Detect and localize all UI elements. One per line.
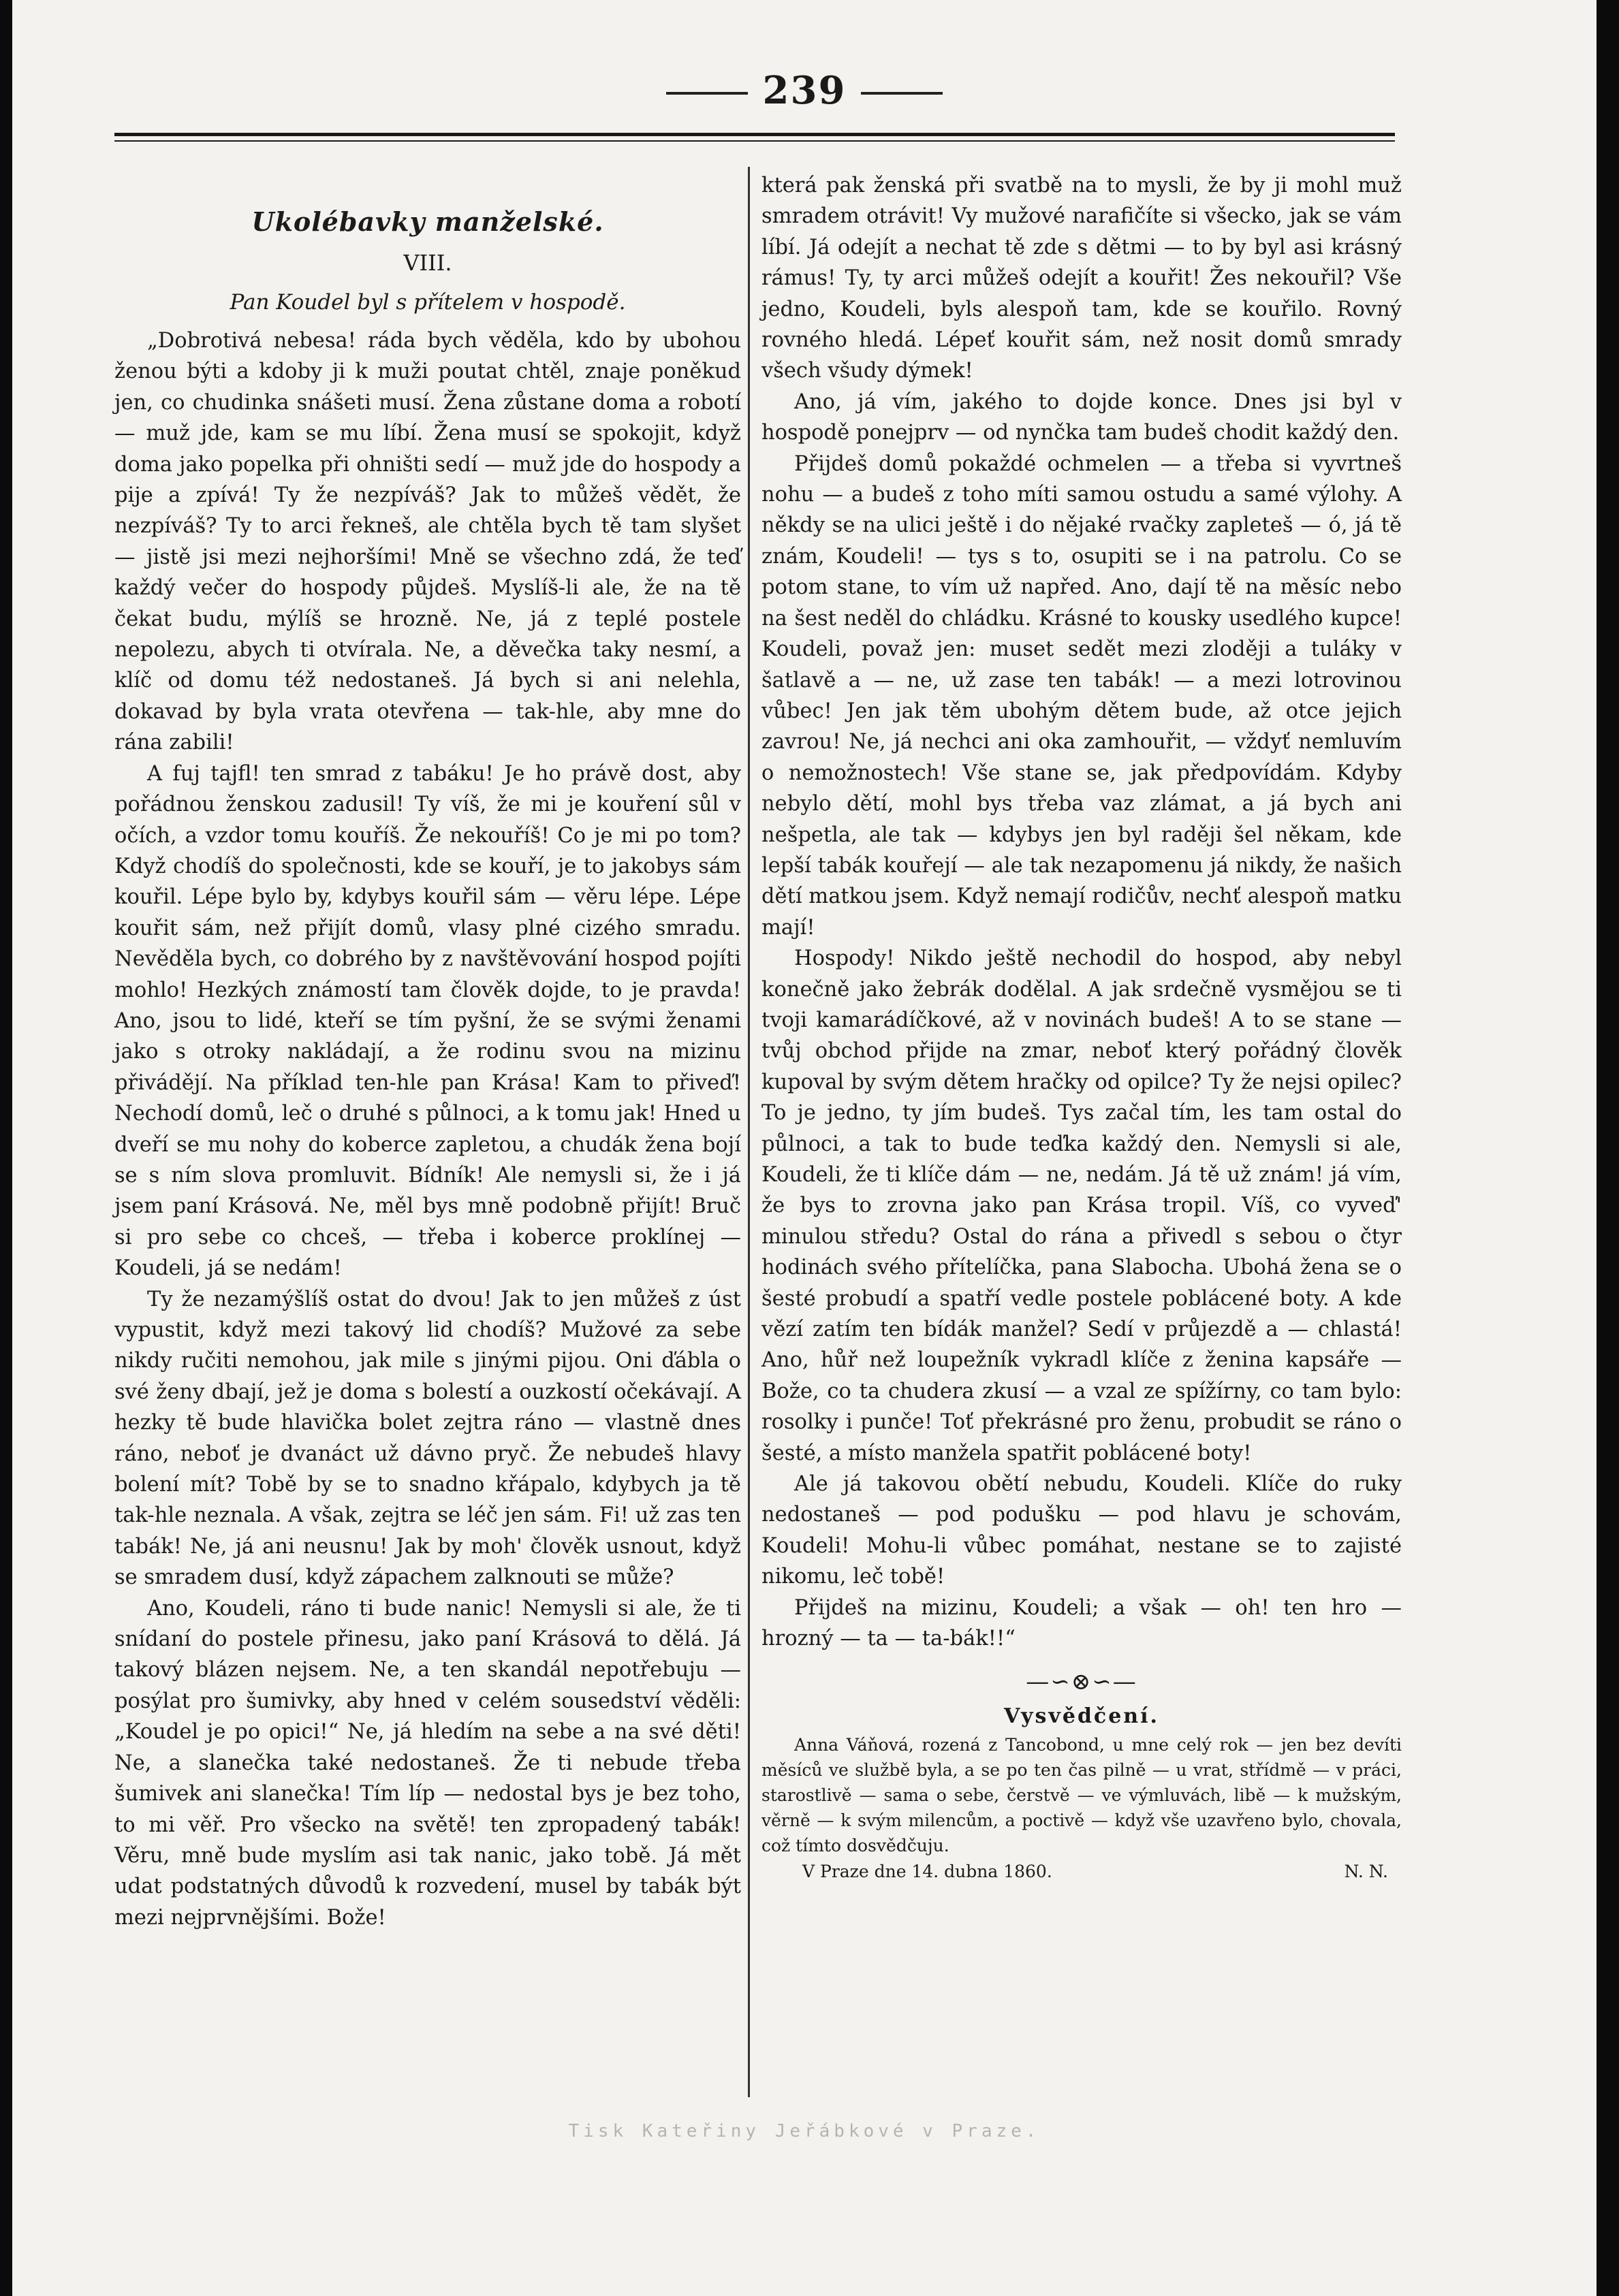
- header-dash-right: [861, 92, 943, 95]
- paragraph: A fuj tajfl! ten smrad z tabáku! Je ho právě dost, aby pořádnou ženskou zadusil! Ty víš, že mi je kouření sůl v očích, a vzdor tomu kouříš. Že nekouříš! Co je mi po tom? Když chodíš do společnosti, kde se kouří, je to jakobys sám kouřil. Lépe bylo by, kdybys kouřil sám — věru lépe. Lépe kouřit sám, než přijít domů, vlasy plné cizého smradu. Nevěděla bych, co dobrého by z navštěvování hospod pojíti mohlo! Hezkých známostí tam člověk dojde, to je pravda! Ano, jsou to lidé, kteří se tím pyšní, že se svými ženami jako s otroky nakládají, a že rodinu svou na mizinu přivádějí. Na příklad ten-hle pan Krása! Kam to přiveď! Nechodí domů, leč o druhé s půlnoci, a k tomu jak! Hned u dveří se mu nohy do koberce zapletou, a chudák žena bojí se s ním slova promluvit. Bídník! Ale nemysli si, že i já jsem paní Krásová. Ne, měl bys mně podobně přijít! Bruč si pro sebe co chceš, — třeba i koberce proklínej — Koudeli, já se nedám!: [114, 761, 741, 1281]
- left-column: [114, 170, 741, 1933]
- paragraph: Ale já takovou obětí nebudu, Koudeli. Klíče do ruky nedostaneš — pod podušku — pod hlavu je schovám, Koudeli! Mohu-li vůbec pomáhat, nestane se to zajisté nikomu, leč tobě!: [761, 1472, 1402, 1589]
- article-subtitle: Pan Koudel byl s přítelem v hospodě.: [230, 290, 626, 315]
- certificate-text: Anna Váňová, rozená z Tancobond, u mne celý rok — jen bez devíti měsíců ve službě byla, a se po ten čas pilně — u vrat, střídmě — v práci, starostlivě — sama o sebe, čerstvě — ve výmluvách, libě — k mužským, věrně — k svým milencům, a poctivě — když vše uzavřeno bylo, chovala, což tímto dosvědčuju.: [761, 1734, 1402, 1855]
- paragraph: Přijdeš na mizinu, Koudeli; a však — oh! ten hro — hrozný — ta — ta-bák!!“: [761, 1595, 1402, 1651]
- paragraph: Ty že nezamýšlíš ostat do dvou! Jak to jen můžeš z úst vypustit, když mezi takový lid chodíš? Mužové za sebe nikdy ručiti nemohou, jak mile s jinými pijou. Oni ďábla o své ženy dbají, jež je doma s bolestí a ouzkostí očekávají. A hezky tě bude hlavička bolet zejtra ráno — vlastně dnes ráno, neboť je dvanáct už dávno pryč. Že nebudeš hlavy bolení mít? Tobě by se to snadno křápalo, kdybych ja tě tak-hle neznala. A však, zejtra se léč jen sám. Fi! už zas ten tabák! Ne, já ani neusnu! Jak by moh' člověk usnout, když se smradem dusí, když zápachem zalknouti se může?: [114, 1287, 741, 1590]
- paragraph: Ano, já vím, jakého to dojde konce. Dnes jsi byl v hospodě ponejprv — od nynčka tam budeš chodit každý den.: [761, 389, 1402, 445]
- ornament-divider: —∽⊗∽—: [1026, 1668, 1137, 1695]
- certificate-heading: Vysvědčení.: [1004, 1704, 1159, 1728]
- header-rule: [114, 133, 1395, 142]
- paragraph: Přijdeš domů pokaždé ochmelen — a třeba si vyvrtneš nohu — a budeš z toho míti samou ostudu a samé výlohy. A někdy se na ulici ještě i do nějaké rvačky zapleteš — ó, já tě znám, Koudeli! — tys s to, osupiti se i na patrolu. Co se potom stane, to vím už napřed. Ano, dají tě na měsíc nebo na šest neděl do chládku. Krásné to kousky usedlého kupce! Koudeli, považ jen: muset sedět mezi zloději a tuláky v šatlavě a — ne, už zase ten tabák! — a mezi lotrovinou vůbec! Jen jak těm ubohým dětem bude, až otce jejich zavrou! Ne, já nechci ani oka zamhouřit, — vždyť nemluvím o nemožnostech! Vše stane se, jak předpovídám. Kdyby nebylo dětí, mohl bys třeba vaz zlámat, a já bych ani nešpetla, ale tak — kdybys jen byl raději šel někam, kde lepší tabák kouřejí — ale tak nezapomenu já nikdy, že našich dětí matkou jsem. Když nemají rodičův, nechť alespoň matku mají!: [761, 451, 1402, 940]
- paragraph: Ano, Koudeli, ráno ti bude nanic! Nemysli si ale, že ti snídaní do postele přinesu, jako paní Krásová to dělá. Já takový blázen nejsem. Ne, a ten skandál nepotřebuju — posýlat pro šumivky, aby hned v celém sousedství věděli: „Koudel je po opici!“ Ne, já hledím na sebe a na své děti! Ne, a slanečka také nedostaneš. Že ti nebude třeba šumivek ani slanečka! Tím líp — nedostal bys je bez toho, to mi věř. Pro všecko na světě! ten zpropadený tabák! Věru, mně bude myslím asi tak nanic, jako tobě. Já mět udat podstatných důvodů k rozvedení, musel by tabák být mezi nejprvnějšími. Bože!: [114, 1596, 741, 1930]
- certificate-place-date: V Praze dne 14. dubna 1860.: [802, 1861, 1052, 1881]
- column-divider: [748, 167, 750, 2097]
- paragraph: „Dobrotivá nebesa! ráda bych věděla, kdo by ubohou ženou býti a kdoby ji k muži poutat chtěl, znaje poněkud jen, co chudinka snášeti musí. Žena zůstane doma a robotí — muž jde, kam se mu líbí. Žena musí se spokojit, když doma jako popelka při ohništi sedí — muž jde do hospody a pije a zpívá! Ty že nezpíváš? Jak to můžeš vědět, že nezpíváš? Ty to arci řekneš, ale chtěla bych tě tam slyšet — jistě jsi mezi nejhoršími! Mně se všechno zdá, že teď každý večer do hospody půjdeš. Myslíš-li ale, že na tě čekat budu, mýlíš se hrozně. Ne, já z teplé postele nepolezu, abych ti otvírala. Ne, a děvečka taky nesmí, a klíč od domu též nedostaneš. Já bych si ani nelehla, dokavad by byla vrata otevřena — tak-hle, aby mne do rána zabili!: [114, 329, 741, 755]
- newspaper-page: [12, 0, 1597, 2296]
- page-number: 239: [762, 68, 847, 113]
- certificate-signoff: [761, 1858, 1402, 1885]
- article-title: Ukolébavky manželské.: [251, 206, 604, 237]
- faded-imprint: Tisk Kateřiny Jeřábkové v Praze.: [568, 2121, 1041, 2141]
- article-part-number: VIII.: [403, 250, 452, 276]
- paragraph: která pak ženská při svatbě na to mysli, že by ji mohl muž smradem otrávit! Vy mužové narafičíte si všecko, jak se vám líbí. Já odejít a nechat tě zde s dětmi — to by byl asi krásný rámus! Ty, ty arci můžeš odejít a kouřit! Žes nekouřil? Vše jedno, Koudeli, byls alespoň tam, kde se kouřilo. Rovný rovného hledá. Lépeť kouřit sám, než nosit domů smrady všech všudy dýmek!: [761, 174, 1402, 383]
- certificate-signature: N. N.: [1344, 1861, 1388, 1881]
- paragraph: Hospody! Nikdo ještě nechodil do hospod, aby nebyl konečně jako žebrák dodělal. A jak srdečně vysmějou se ti tvoji kamarádíčkové, až v novinách budeš! A to se stane — tvůj obchod přijde na zmar, neboť který pořádný člověk kupoval by svým dětem hračky od opilce? Ty že nejsi opilec? To je jedno, ty jím budeš. Tys začal tím, les tam ostal do půlnoci, a tak to bude teďka každý den. Nemysli si ale, Koudeli, že ti klíče dám — ne, nedám. Já tě už znám! já vím, že bys to zrovna jako pan Krása tropil. Víš, co vyveď' minulou středu? Ostal do rána a přivedl s sebou o čtyr hodinách svého přítelíčka, pana Slabocha. Ubohá žena se o šesté probudí a spatří vedle postele poblácené boty. A kde vězí zatím ten bídák manžel? Sedí v průjezdě a — chlastá! Ano, hůř než loupežník vykradl klíče z ženina kapsáře — Bože, co ta chudera zkusí — a vzal ze spížírny, co tam bylo: rosolky i punče! Toť překrásné pro ženu, probudit se ráno o šesté, a místo manžela spatřit poblácené boty!: [761, 946, 1402, 1465]
- header-dash-left: [666, 92, 748, 95]
- page-number-header: [12, 68, 1597, 113]
- right-column: [761, 170, 1402, 1885]
